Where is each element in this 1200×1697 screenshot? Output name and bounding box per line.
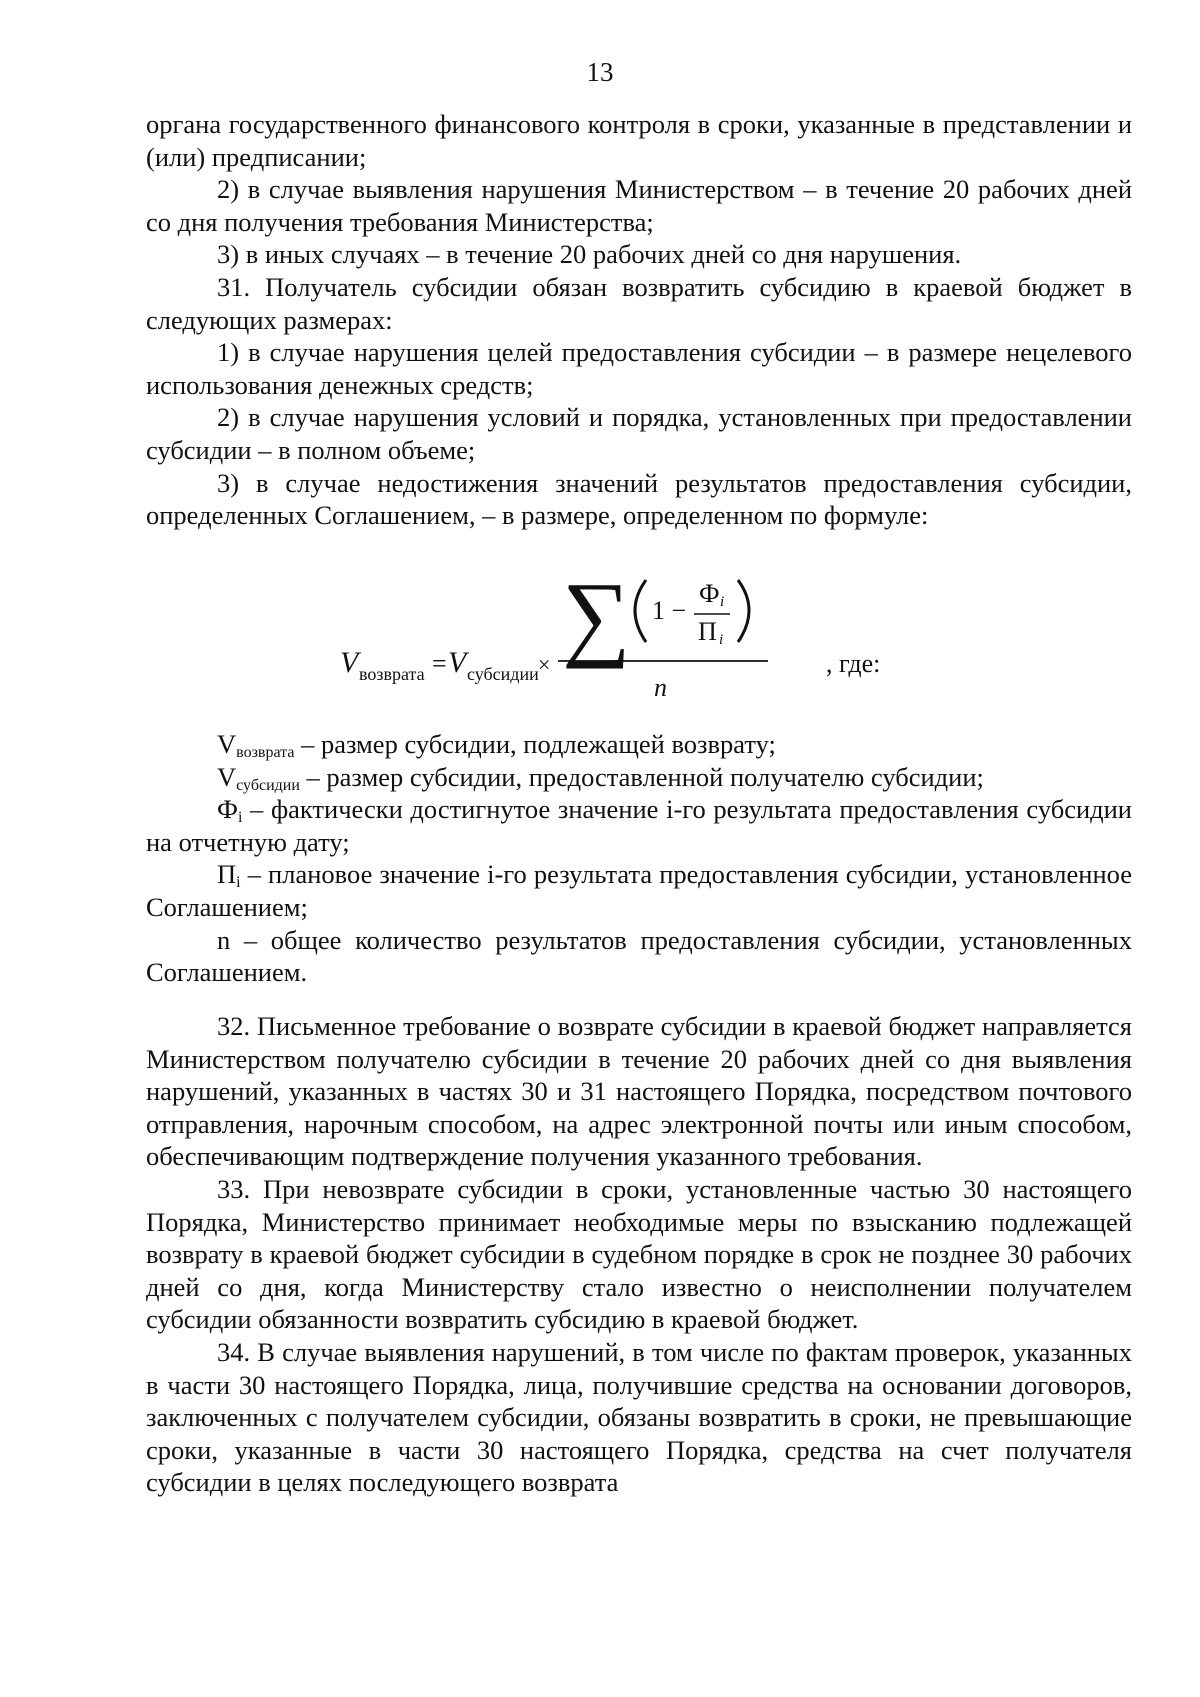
formula-right-paren	[738, 580, 749, 642]
text-block-after-definitions	[146, 1010, 1132, 1499]
paragraph-34: 34. В случае выявления нарушений, в том числе по фактам проверок, указанных в части 30 настоящего Порядка, лица, получившие средства на основании договоров, заключенных с получателем субсидии, обязаны возвратить в сроки, не превышающие сроки, указанные в части 30 настоящего Порядка, средства на счет получателя субсидии в целях последующего возврата	[146, 1336, 1132, 1498]
definitions-block	[146, 728, 1132, 989]
paragraph-31: 31. Получатель субсидии обязан возвратить субсидию в краевой бюджет в следующих размерах:	[146, 271, 1132, 335]
definition-n: n – общее количество результатов предоставления субсидии, установленных Соглашением.	[146, 924, 1132, 988]
text-block-before-formula	[146, 108, 1132, 532]
formula-numerator: Ф	[699, 579, 720, 608]
formula-one-minus: 1 −	[652, 596, 687, 625]
definition-v-refund: $V_{возврата}$ – размер субсидии, подлежащей возврату;	[217, 729, 776, 761]
formula-numerator-index: i	[720, 594, 725, 610]
formula-left-paren	[635, 580, 646, 642]
paragraph-31-2: 2) в случае нарушения условий и порядка, установленных при предоставлении субсидии – в полном объеме;	[146, 402, 1132, 465]
paragraph-31-1: 1) в случае нарушения целей предоставления субсидии – в размере нецелевого использования денежных средств;	[146, 337, 1132, 400]
formula-times: ×	[538, 652, 551, 677]
formula-n: n	[654, 673, 667, 702]
refund-formula	[340, 560, 960, 720]
paragraph-32: 32. Письменное требование о возврате субсидии в краевой бюджет направляется Министерством получателю субсидии в течение 20 рабочих дней со дня выявления нарушений, указанных в частях 30 и 31 настоящего Порядка, посредством почтового отправления, нарочным способом, на адрес электронной почты или иным способом, обеспечивающим подтверждение получения указанного требования.	[146, 1011, 1132, 1172]
paragraph-31-3: 3) в случае недостижения значений результатов предоставления субсидии, определенных Соглашением, – в размере, определенном по формуле:	[146, 467, 1132, 531]
page-number: 13	[586, 57, 614, 87]
formula-where: , где:	[826, 649, 881, 678]
definition-v-subsidy: $V_{субсидии}$ – размер субсидии, предоставленной получателю субсидии;	[217, 761, 984, 794]
paragraph-1: органа государственного финансового контроля в сроки, указанные в представлении и (или) предписании;	[146, 109, 1132, 172]
formula-denominator-index: i	[719, 632, 724, 648]
formula-lhs-sub: возврата	[359, 664, 425, 684]
formula-sigma: ∑	[562, 562, 631, 669]
paragraph-33: 33. При невозврате субсидии в сроки, установленные частью 30 настоящего Порядка, Министерство принимает необходимые меры по взысканию подлежащей возврату в краевой бюджет субсидии в судебном порядке в срок не позднее 30 рабочих дней со дня, когда Министерству стало известно о неисполнении получателем субсидии обязанности возвратить субсидию в краевой бюджет.	[146, 1173, 1132, 1335]
formula-rhs-var: V	[448, 646, 467, 679]
formula-lhs-var: V	[340, 646, 359, 679]
formula-equals: =	[432, 649, 447, 678]
paragraph-2: 2) в случае выявления нарушения Министерством – в течение 20 рабочих дней со дня получения требования Министерства;	[146, 174, 1132, 237]
formula-denominator: П	[698, 617, 717, 646]
definition-p-i: $П_i$ – плановое значение i-го результата предоставления субсидии, установленное Соглашением;	[146, 859, 1132, 922]
formula-rhs-sub: субсидии	[467, 664, 539, 684]
definition-f-i: $Ф_i$ – фактически достигнутое значение i-го результата предоставления субсидии на отчетную дату;	[146, 794, 1132, 857]
paragraph-3: 3) в иных случаях – в течение 20 рабочих дней со дня нарушения.	[217, 239, 962, 270]
